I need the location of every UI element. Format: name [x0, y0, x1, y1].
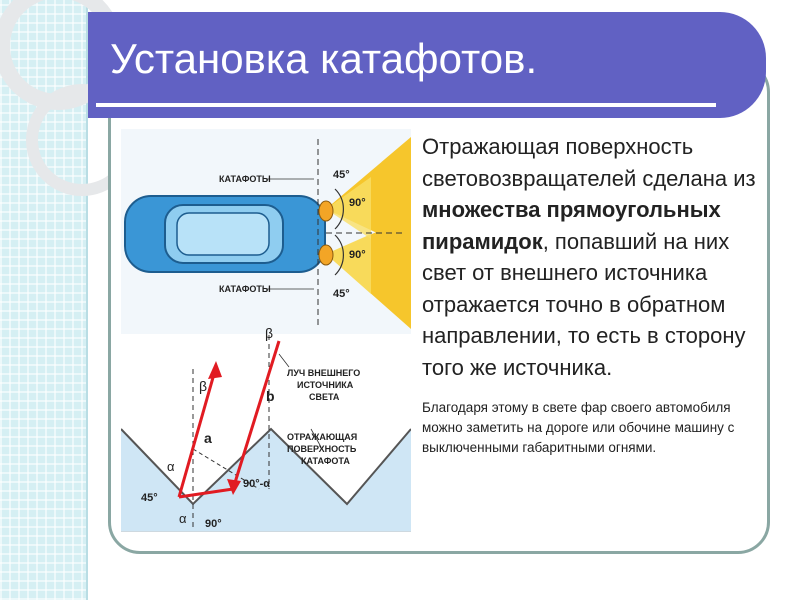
beam-label-line2: ИСТОЧНИКА	[297, 380, 354, 390]
beam-label-line1: ЛУЧ ВНЕШНЕГО	[287, 368, 361, 378]
label-a: a	[204, 430, 212, 446]
beam-label-line3: СВЕТА	[309, 392, 340, 402]
angle-45-left: 45°	[141, 492, 158, 504]
angle-90-upper: 90°	[349, 197, 366, 209]
angle-90-bottom: 90°	[205, 518, 222, 530]
reflector-upper	[319, 201, 333, 221]
title-underline	[96, 103, 716, 107]
label-alpha-upper: α	[167, 459, 175, 474]
main-description	[422, 131, 772, 383]
label-reflectors-top: КАТАФОТЫ	[219, 174, 271, 184]
main-text-bold: множества прямоугольных пирамидок	[422, 197, 721, 254]
slide-title: Установка катафотов.	[110, 35, 538, 82]
surface-label-line2: ПОВЕРХНОСТЬ	[287, 444, 357, 454]
label-reflectors-bottom: КАТАФОТЫ	[219, 284, 271, 294]
catadioptric-diagram	[121, 129, 411, 532]
label-beta-right: β	[265, 325, 274, 341]
angle-90-minus-alpha: 90°-α	[243, 478, 271, 490]
main-text-part1: Отражающая поверхность световозвращателей сделана из	[422, 134, 756, 191]
angle-45-top: 45°	[333, 169, 350, 181]
reflector-lower	[319, 245, 333, 265]
label-b: b	[266, 388, 275, 404]
label-beta-left: β	[199, 378, 208, 394]
surface-label-line1: ОТРАЖАЮЩАЯ	[287, 432, 358, 442]
angle-45-bottom: 45°	[333, 288, 350, 300]
angle-90-lower: 90°	[349, 249, 366, 261]
note-text: Благодаря этому в свете фар своего автомобиля можно заметить на дороге или обочине машину с выключенными габаритными огнями.	[422, 400, 735, 455]
label-alpha-lower: α	[179, 511, 187, 526]
main-text-part2: , попавший на них свет от внешнего источника отражается точно в обратном направлении, то есть в сторону того же источника.	[422, 228, 746, 380]
surface-label-line3: КАТАФОТА	[301, 456, 350, 466]
